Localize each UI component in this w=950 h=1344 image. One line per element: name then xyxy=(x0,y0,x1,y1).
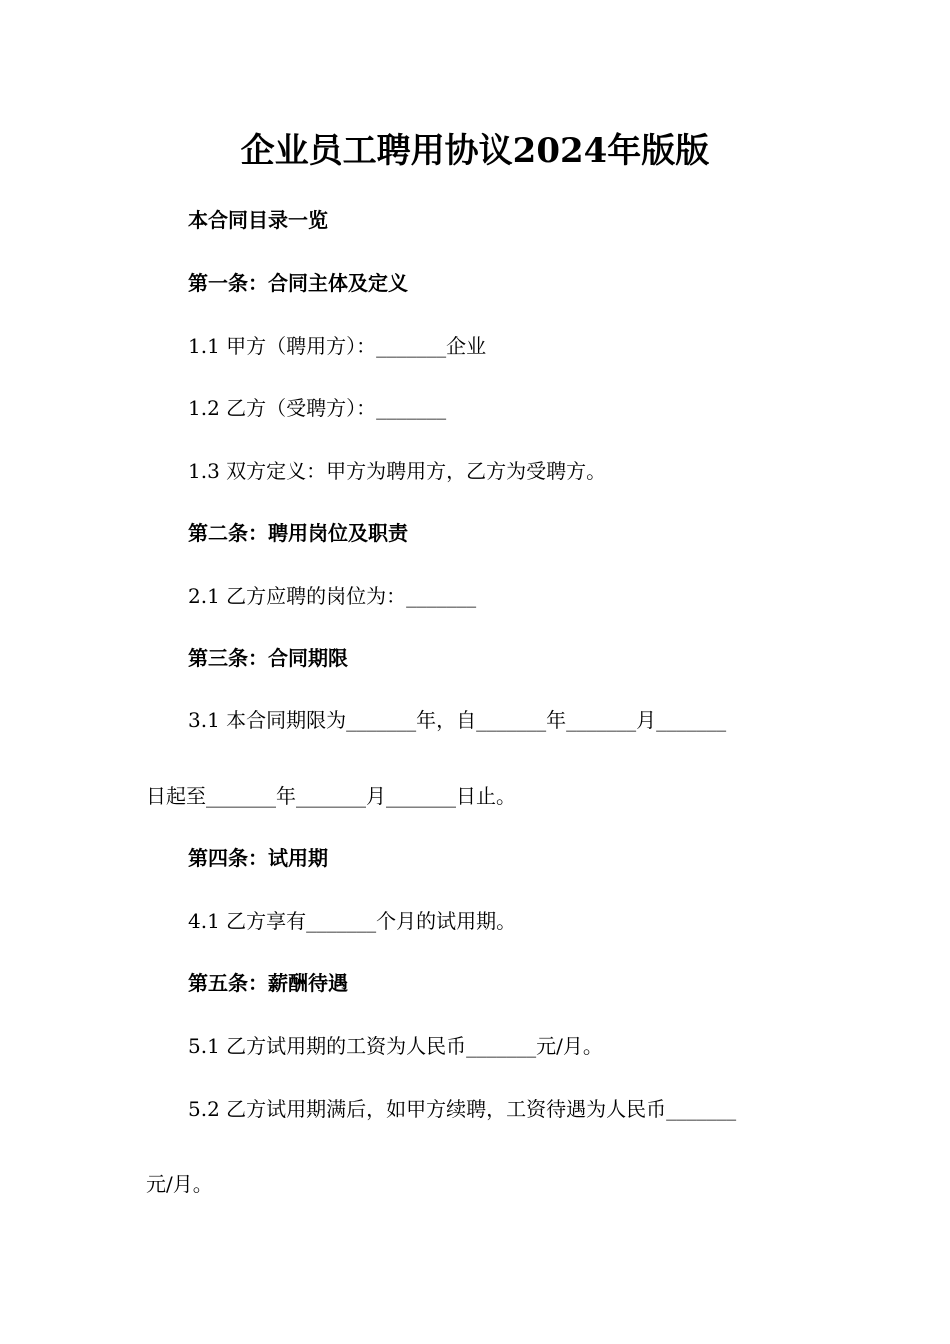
article-5-heading: 第五条：薪酬待遇 xyxy=(188,971,348,995)
clause-3-1-continued: 日起至_______年_______月_______日止。 xyxy=(146,784,516,808)
clause-1-2: 1.2 乙方（受聘方）：_______ xyxy=(188,396,447,420)
article-1-heading: 第一条：合同主体及定义 xyxy=(188,271,408,295)
clause-5-2: 5.2 乙方试用期满后，如甲方续聘，工资待遇为人民币_______ xyxy=(188,1097,737,1121)
article-3-heading: 第三条：合同期限 xyxy=(188,646,348,670)
document-title: 企业员工聘用协议2024年版版 xyxy=(240,131,710,171)
clause-1-1: 1.1 甲方（聘用方）：_______企业 xyxy=(188,334,487,358)
clause-4-1: 4.1 乙方享有_______个月的试用期。 xyxy=(188,909,517,933)
toc-heading: 本合同目录一览 xyxy=(188,208,328,232)
clause-1-3: 1.3 双方定义：甲方为聘用方，乙方为受聘方。 xyxy=(188,459,607,483)
article-2-heading: 第二条：聘用岗位及职责 xyxy=(188,521,408,545)
clause-5-2-continued: 元/月。 xyxy=(146,1172,213,1196)
clause-2-1: 2.1 乙方应聘的岗位为：_______ xyxy=(188,584,477,608)
clause-3-1: 3.1 本合同期限为_______年，自_______年_______月_______ xyxy=(188,708,727,732)
article-4-heading: 第四条：试用期 xyxy=(188,846,328,870)
clause-5-1: 5.1 乙方试用期的工资为人民币_______元/月。 xyxy=(188,1034,603,1058)
